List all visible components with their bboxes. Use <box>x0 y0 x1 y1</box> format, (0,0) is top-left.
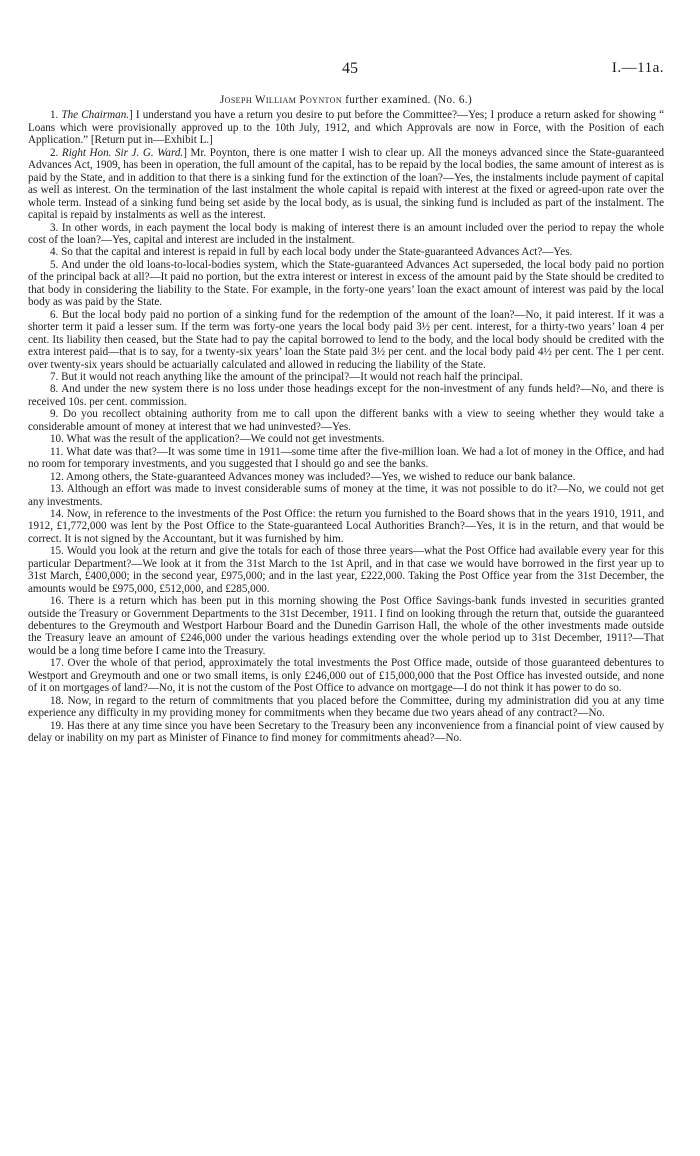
paragraph-number: 1. <box>50 109 62 122</box>
paragraph-12: 12. Among others, the State-guaranteed Advances money was included?—Yes, we wished to reduce our bank balance. <box>50 470 576 483</box>
paragraph-5: 5. And under the old loans-to-local-bodies system, which the State-guaranteed Advances Act superseded, the local body paid no portion of the principal back at all?—It paid no portion, but the extra interest or interest in excess of the amount paid by the State should be credited to that body in considering the liability to the State. For example, in the forty-one years’ loan the exact amount of interest was paid by the local body as was paid by the State. <box>28 258 664 309</box>
paragraph-text: ] I understand you have a return you desire to put before the Committee?—Yes; I produce a return asked for showing “ Loans which were provisionally approved up to the 10th July, 1912, and which Approvals are now in Force, with the Position of each Application.” [Return put in—Exhibit L.] <box>28 109 665 147</box>
paragraph-1 <box>28 109 664 146</box>
speaker: Right Hon. Sir J. G. Ward. <box>61 146 184 159</box>
paragraph-3: 3. In other words, in each payment the local body is making of interest there is an amount included over the period to repay the whole cost of the loan?—Yes, capital and interest are included in the instalment. <box>28 221 664 246</box>
paragraph-15: 15. Would you look at the return and give the totals for each of those three years—what the Post Office had available every year for this particular Department?—We look at it from the 31st March to the 1st April, and in that case we would have borrowed in the first year up to 31st March, £400,000; in the second year, £975,000; and in the last year, £222,000. Taking the Post Office year from the 31st December, the amounts would be £975,000, £512,000, and £285,000. <box>28 545 664 595</box>
body-text <box>28 94 664 745</box>
paragraph-14: 14. Now, in reference to the investments of the Post Office: the return you furnished to the Board shows that in the years 1910, 1911, and 1912, £1,772,000 was lent by the Post Office to the State-guaranteed Local Authorities Branch?—Yes, it is in the return, and that would be correct. It is not signed by the Accountant, but it was furnished by him. <box>28 507 664 545</box>
paragraph-11: 11. What date was that?—It was some time in 1911—some time after the five-million loan. We had a lot of money in the Office, and had no room for temporary investments, and you suggested that I should go and see the banks. <box>28 445 664 471</box>
paragraph-16: 16. There is a return which has been put in this morning showing the Post Office Savings-bank funds invested in securities granted outside the Treasury or Government Departments to the 31st December, 1911. I find on looking through the return that, outside the guaranteed debentures to the Greymouth and Westport Harbour Board and the Dunedin Garrison Hall, the whole of the other investments made outside the Treasury leave an amount of £246,000 under the various headings extending over the whole period up to 31st December, 1911?—That would be a long time before I came into the Treasury. <box>28 595 664 657</box>
speaker: The Chairman. <box>61 109 130 122</box>
paragraph-4: 4. So that the capital and interest is repaid in full by each local body under the State-guaranteed Advances Act?—Yes. <box>50 246 573 259</box>
witness-heading <box>28 94 664 106</box>
paragraph-18: 18. Now, in regard to the return of commitments that you placed before the Committee, during my administration did you at any time experience any difficulty in my providing money for commitments when they became due two years ahead of any contract?—No. <box>28 694 664 720</box>
paragraph-8: 8. And under the new system there is no loss under those headings except for the non-investment of any funds held?—No, and there is received 10s. per cent. commission. <box>28 383 664 408</box>
page-header <box>0 60 700 80</box>
witness-number: (No. 6.) <box>434 94 473 106</box>
witness-name: Joseph William Poynton <box>219 94 343 106</box>
paragraph-2 <box>28 147 664 222</box>
page-number: 45 <box>342 60 358 77</box>
paragraph-13: 13. Although an effort was made to invest considerable sums of money at the time, it was not possible to do it?—No, we could not get any investments. <box>28 483 664 508</box>
paragraph-9: 9. Do you recollect obtaining authority from me to call upon the different banks with a view to seeing whether they would take a considerable amount of money at interest that we had uninvested?—Yes. <box>28 408 664 433</box>
paragraph-7: 7. But it would not reach anything like the amount of the principal?—It would not reach half the principal. <box>50 370 523 383</box>
paragraph-number: 2. <box>50 146 62 159</box>
paragraph-17: 17. Over the whole of that period, approximately the total investments the Post Office made, outside of those guaranteed debentures to Westport and Greymouth and one or two small items, is only £246,000 out of £15,000,000 that the Post Office has invested outside, and none of it on mortgages of land?—No, it is not the custom of the Post Office to advance on mortgage—I do not think it has power to do so. <box>28 657 664 695</box>
paragraph-6: 6. But the local body paid no portion of a sinking fund for the redemption of the amount of the loan?—No, it paid interest. If it was a shorter term it paid a lesser sum. If the term was forty-one years the local body paid 3½ per cent. interest, for a thirty-two years’ loan 4 per cent. Its liability then ceased, but the State had to pay the capital borrowed to lend to the body, and the local body should be credited with the extra interest paid—that is to say, for a twenty-six years’ loan the State paid 3½ per cent. and the local body paid 4½ per cent. The 1 per cent. over twenty-six years should be actuarially calculated and allowed in reducing the liability of the State. <box>28 308 664 371</box>
document-reference: I.—11a. <box>611 60 664 76</box>
witness-status: further examined. <box>345 94 431 106</box>
paragraph-text: ] Mr. Poynton, there is one matter I wish to clear up. All the moneys advanced since the State-guaranteed Advances Act, 1909, has been in operation, the full amount of the capital, has to be repaid by the local bodies, the same amount of interest as is paid by the State, and in addition to that there is a sinking fund for the extinction of the loan?—Yes, the instalments include payment of capital as well as interest. On the termination of the last instalment the whole capital is repaid with interest at the fixed or agreed-upon rate over the whole term. Instead of a sinking fund being set aside by the local body, as is usual, the sinking fund is included as part of the instalment. The capital is repaid by instalments as well as the interest. <box>28 146 664 222</box>
paragraph-19: 19. Has there at any time since you have been Secretary to the Treasury been any inconvenience from a financial point of view caused by delay or inability on my part as Minister of Finance to find money for commitments ahead?—No. <box>28 719 664 745</box>
paragraph-10: 10. What was the result of the application?—We could not get investments. <box>50 433 385 446</box>
